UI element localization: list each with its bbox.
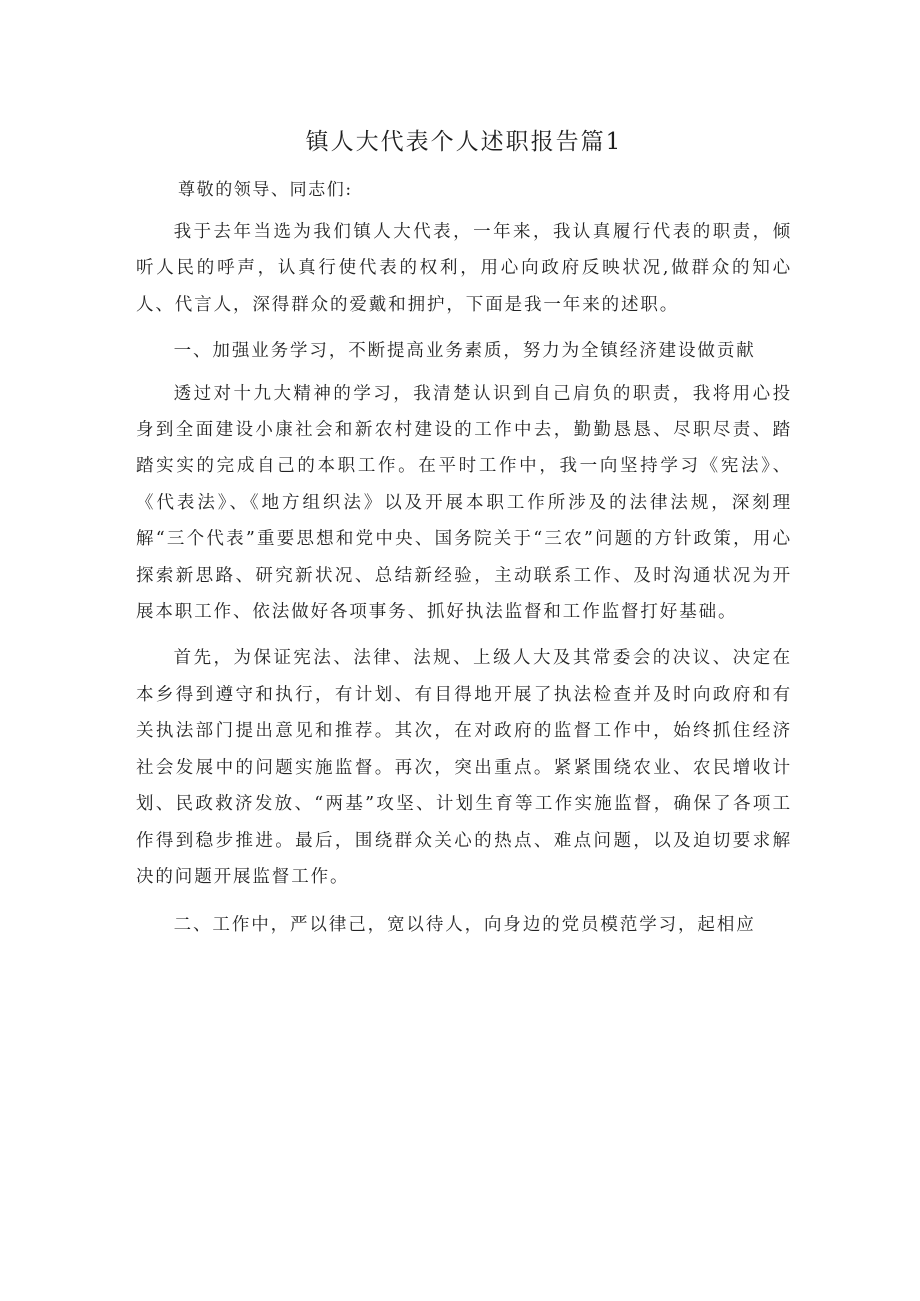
document-title: 镇人大代表个人述职报告篇1 bbox=[305, 129, 623, 155]
section-heading-two: 二、工作中，严以律己，宽以待人，向身边的党员模范学习，起相应 bbox=[173, 915, 756, 936]
greeting-line: 尊敬的领导、同志们: bbox=[178, 180, 353, 200]
paragraph-supervision: 首先，为保证宪法、法律、法规、上级人大及其常委会的决议、决定在本乡得到遵守和执行，有计划、有目得地开展了执法检查并及时向政府和有关执法部门提出意见和推荐。其次，在对政府的监督工作中，始终抓住经济社会发展中的问题实施监督。再次，突出重点。紧紧围绕农业、农民增收计划、民政救济发放、“两基”攻坚、计划生育等工作实施监督，确保了各项工作得到稳步推进。最后，围绕群众关心的热点、难点问题，以及迫切要求解决的问题开展监督工作。 bbox=[136, 648, 792, 887]
section-heading-one: 一、加强业务学习，不断提高业务素质，努力为全镇经济建设做贡献 bbox=[173, 341, 756, 362]
paragraph-study: 透过对十九大精神的学习，我清楚认识到自己肩负的职责，我将用心投身到全面建设小康社会和新农村建设的工作中去，勤勤恳恳、尽职尽责、踏踏实实的完成自己的本职工作。在平时工作中，我一向坚持学习《宪法》、《代表法》、《地方组织法》以及开展本职工作所涉及的法律法规，深刻理解“三个代表”重要思想和党中央、国务院关于“三农”问题的方针政策，用心探索新思路、研究新状况、总结新经验，主动联系工作、及时沟通状况为开展本职工作、依法做好各项事务、抓好执法监督和工作监督打好基础。 bbox=[136, 383, 792, 623]
paragraph-intro: 我于去年当选为我们镇人大代表，一年来，我认真履行代表的职责，倾听人民的呼声，认真行使代表的权利，用心向政府反映状况,做群众的知心人、代言人，深得群众的爱戴和拥护，下面是我一年来的述职。 bbox=[136, 222, 792, 315]
